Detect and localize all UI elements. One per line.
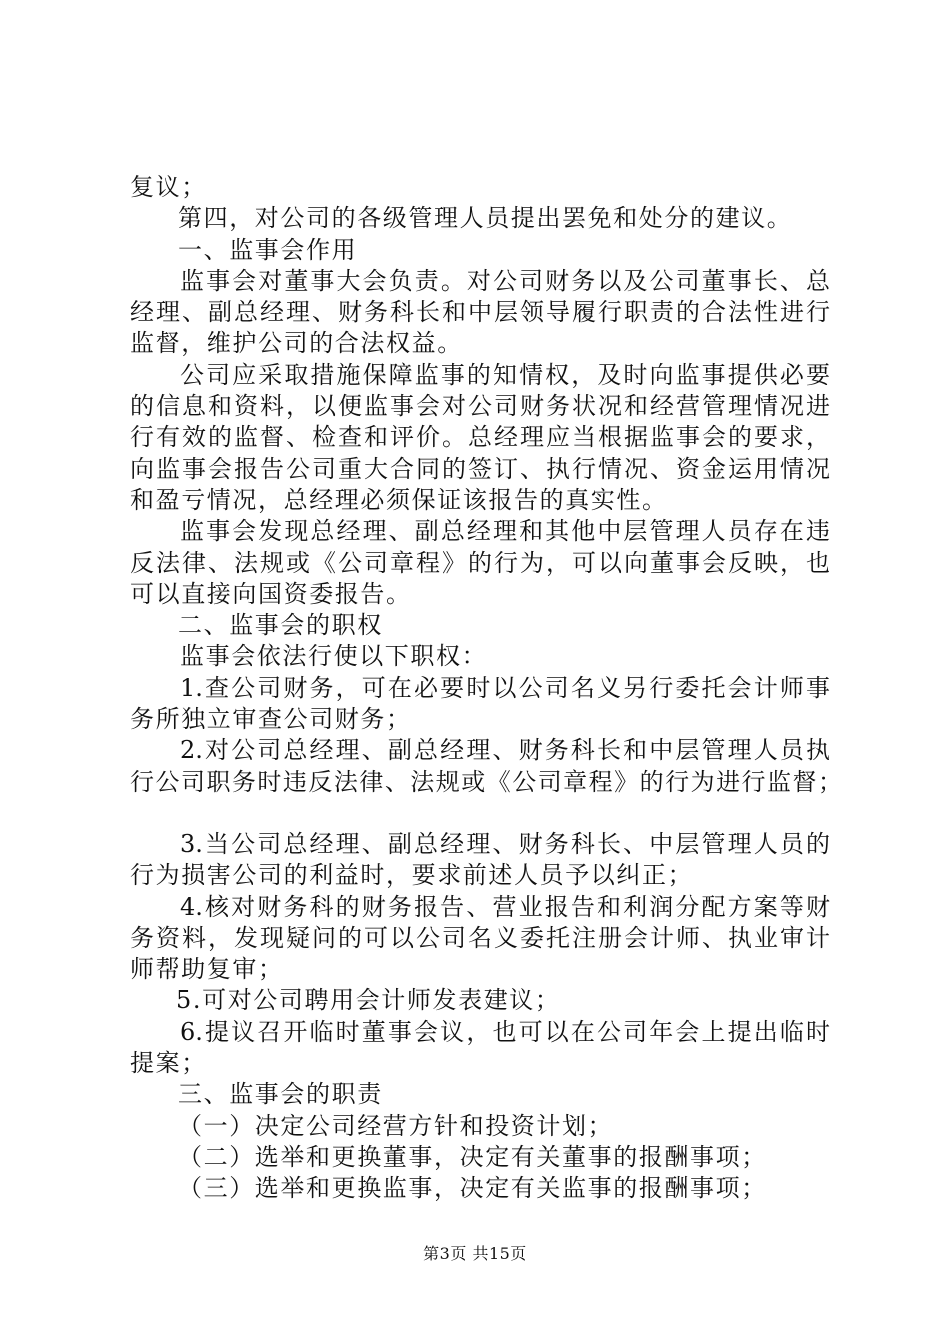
- text-line: 向监事会报告公司重大合同的签订、执行情况、资金运用情况: [130, 454, 830, 483]
- list-item: （二）选举和更换董事，决定有关董事的报酬事项；: [178, 1142, 767, 1171]
- text-line: 可以直接向国资委报告。: [130, 579, 412, 608]
- text-line: 提案；: [130, 1049, 207, 1078]
- text-line: 务资料，发现疑问的可以公司名义委托注册会计师、执业审计: [130, 923, 830, 952]
- text-line: 5.可对公司聘用会计师发表建议；: [176, 986, 561, 1015]
- text-line: 反法律、法规或《公司章程》的行为，可以向董事会反映，也: [130, 548, 830, 577]
- section-heading: 二、监事会的职权: [178, 611, 383, 640]
- text-line: 经理、副总经理、财务科长和中层领导履行职责的合法性进行: [130, 298, 830, 327]
- text-line: 监事会发现总经理、副总经理和其他中层管理人员存在违: [180, 517, 830, 546]
- text-line: 行公司职务时违反法律、法规或《公司章程》的行为进行监督；: [130, 767, 842, 796]
- text-line: 监督，维护公司的合法权益。: [130, 329, 463, 358]
- section-heading: 三、监事会的职责: [178, 1080, 383, 1109]
- list-item: （一）决定公司经营方针和投资计划；: [178, 1111, 614, 1140]
- text-line: 和盈亏情况，总经理必须保证该报告的真实性。: [130, 485, 668, 514]
- text-line: 公司应采取措施保障监事的知情权，及时向监事提供必要: [180, 360, 830, 389]
- text-line: 师帮助复审；: [130, 955, 284, 984]
- section-heading: 一、监事会作用: [178, 235, 358, 264]
- text-line: 3.当公司总经理、副总经理、财务科长、中层管理人员的: [180, 829, 830, 858]
- text-line: 监事会依法行使以下职权：: [180, 642, 488, 671]
- document-body: [0, 172, 950, 1205]
- text-line: 1.查公司财务，可在必要时以公司名义另行委托会计师事: [180, 673, 830, 702]
- text-line: 4.核对财务科的财务报告、营业报告和利润分配方案等财: [180, 892, 830, 921]
- text-line: 监事会对董事大会负责。对公司财务以及公司董事长、总: [180, 266, 830, 295]
- blank-line: [0, 798, 950, 829]
- page-number-footer: 第3页 共15页: [423, 1244, 527, 1263]
- text-line: 复议；: [130, 173, 207, 201]
- text-line: 2.对公司总经理、副总经理、财务科长和中层管理人员执: [180, 736, 830, 765]
- list-item: （三）选举和更换监事，决定有关监事的报酬事项；: [178, 1174, 767, 1203]
- text-line: 务所独立审查公司财务；: [130, 705, 412, 734]
- text-line: 第四，对公司的各级管理人员提出罢免和处分的建议。: [178, 204, 793, 233]
- text-line: 行为损害公司的利益时，要求前述人员予以纠正；: [130, 861, 694, 890]
- text-line: 6.提议召开临时董事会议，也可以在公司年会上提出临时: [180, 1017, 830, 1046]
- text-line: 行有效的监督、检查和评价。总经理应当根据监事会的要求，: [130, 423, 830, 452]
- text-line: 的信息和资料，以便监事会对公司财务状况和经营管理情况进: [130, 392, 830, 421]
